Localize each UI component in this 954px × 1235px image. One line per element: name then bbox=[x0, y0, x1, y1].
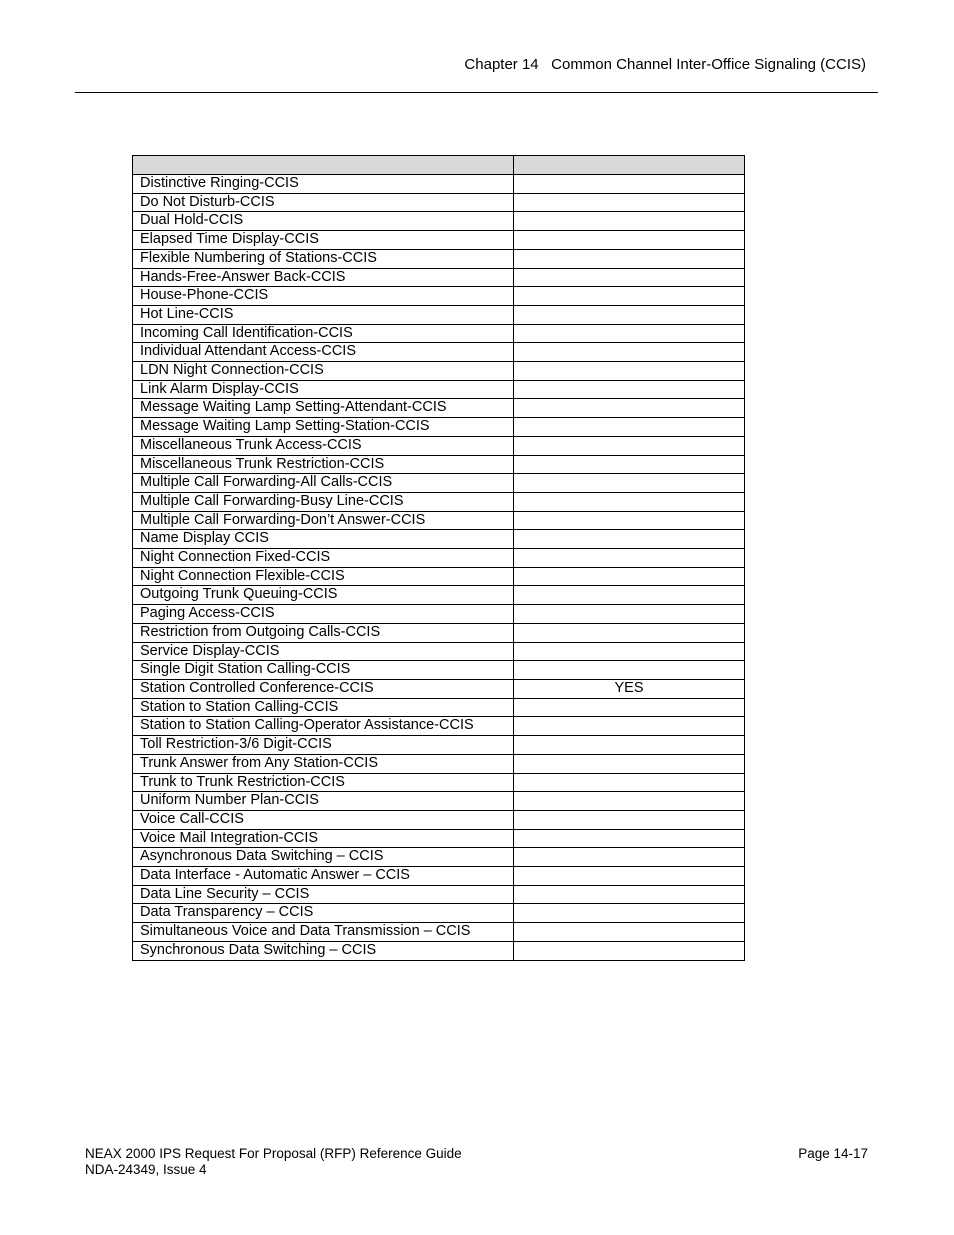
feature-name-cell: Station Controlled Conference-CCIS bbox=[133, 679, 514, 698]
table-row bbox=[133, 885, 745, 904]
table-row bbox=[133, 792, 745, 811]
feature-name-cell: Incoming Call Identification-CCIS bbox=[133, 324, 514, 343]
feature-name-cell: Single Digit Station Calling-CCIS bbox=[133, 661, 514, 680]
feature-name-cell: Name Display CCIS bbox=[133, 530, 514, 549]
table-row bbox=[133, 698, 745, 717]
feature-name-cell: Do Not Disturb-CCIS bbox=[133, 193, 514, 212]
feature-name-cell: Miscellaneous Trunk Restriction-CCIS bbox=[133, 455, 514, 474]
feature-value-cell bbox=[514, 343, 745, 362]
feature-value-cell bbox=[514, 436, 745, 455]
table-body bbox=[133, 175, 745, 961]
feature-value-cell bbox=[514, 324, 745, 343]
table-row bbox=[133, 867, 745, 886]
feature-value-cell bbox=[514, 941, 745, 960]
feature-name-cell: Message Waiting Lamp Setting-Attendant-CCIS bbox=[133, 399, 514, 418]
column-header-value bbox=[514, 156, 745, 175]
table-row bbox=[133, 642, 745, 661]
feature-name-cell: Miscellaneous Trunk Access-CCIS bbox=[133, 436, 514, 455]
table-row bbox=[133, 399, 745, 418]
table-row bbox=[133, 567, 745, 586]
feature-name-cell: Night Connection Fixed-CCIS bbox=[133, 549, 514, 568]
table-row bbox=[133, 848, 745, 867]
footer-page-number: Page 14-17 bbox=[798, 1146, 868, 1161]
feature-value-cell bbox=[514, 605, 745, 624]
feature-name-cell: Data Transparency – CCIS bbox=[133, 904, 514, 923]
feature-name-cell: Synchronous Data Switching – CCIS bbox=[133, 941, 514, 960]
table-row bbox=[133, 324, 745, 343]
table-row bbox=[133, 231, 745, 250]
feature-value-cell bbox=[514, 268, 745, 287]
table-row bbox=[133, 362, 745, 381]
feature-value-cell bbox=[514, 455, 745, 474]
feature-value-cell bbox=[514, 380, 745, 399]
feature-name-cell: Service Display-CCIS bbox=[133, 642, 514, 661]
table-row bbox=[133, 586, 745, 605]
feature-value-cell bbox=[514, 736, 745, 755]
feature-value-cell bbox=[514, 754, 745, 773]
feature-name-cell: Message Waiting Lamp Setting-Station-CCIS bbox=[133, 418, 514, 437]
feature-name-cell: Restriction from Outgoing Calls-CCIS bbox=[133, 623, 514, 642]
feature-value-cell bbox=[514, 212, 745, 231]
column-header-feature bbox=[133, 156, 514, 175]
table-row bbox=[133, 511, 745, 530]
feature-name-cell: Uniform Number Plan-CCIS bbox=[133, 792, 514, 811]
table-row bbox=[133, 941, 745, 960]
feature-value-cell bbox=[514, 642, 745, 661]
table-row bbox=[133, 549, 745, 568]
feature-name-cell: Individual Attendant Access-CCIS bbox=[133, 343, 514, 362]
feature-value-cell bbox=[514, 305, 745, 324]
feature-value-cell bbox=[514, 867, 745, 886]
table-row bbox=[133, 287, 745, 306]
footer-doc-id: NDA-24349, Issue 4 bbox=[85, 1162, 207, 1177]
table-row bbox=[133, 343, 745, 362]
table-row bbox=[133, 418, 745, 437]
footer-left bbox=[85, 1146, 462, 1178]
feature-name-cell: Hands-Free-Answer Back-CCIS bbox=[133, 268, 514, 287]
table-row bbox=[133, 661, 745, 680]
table-row bbox=[133, 268, 745, 287]
feature-name-cell: Flexible Numbering of Stations-CCIS bbox=[133, 249, 514, 268]
feature-value-cell bbox=[514, 698, 745, 717]
feature-value-cell: YES bbox=[514, 679, 745, 698]
table-row bbox=[133, 773, 745, 792]
feature-name-cell: LDN Night Connection-CCIS bbox=[133, 362, 514, 381]
feature-name-cell: Voice Mail Integration-CCIS bbox=[133, 829, 514, 848]
table-header-row bbox=[133, 156, 745, 175]
feature-value-cell bbox=[514, 586, 745, 605]
feature-table bbox=[132, 155, 745, 961]
feature-value-cell bbox=[514, 885, 745, 904]
feature-value-cell bbox=[514, 511, 745, 530]
feature-value-cell bbox=[514, 249, 745, 268]
feature-value-cell bbox=[514, 848, 745, 867]
table-row bbox=[133, 679, 745, 698]
table-row bbox=[133, 810, 745, 829]
feature-value-cell bbox=[514, 549, 745, 568]
feature-value-cell bbox=[514, 923, 745, 942]
feature-value-cell bbox=[514, 175, 745, 194]
feature-name-cell: Simultaneous Voice and Data Transmission – CCIS bbox=[133, 923, 514, 942]
feature-name-cell: Asynchronous Data Switching – CCIS bbox=[133, 848, 514, 867]
feature-name-cell: Elapsed Time Display-CCIS bbox=[133, 231, 514, 250]
chapter-title: Chapter 14 Common Channel Inter-Office Signaling (CCIS) bbox=[464, 56, 866, 73]
header-divider bbox=[75, 92, 878, 93]
feature-value-cell bbox=[514, 904, 745, 923]
feature-value-cell bbox=[514, 792, 745, 811]
table-row bbox=[133, 829, 745, 848]
feature-value-cell bbox=[514, 829, 745, 848]
footer-doc-title: NEAX 2000 IPS Request For Proposal (RFP) Reference Guide bbox=[85, 1146, 462, 1161]
table-row bbox=[133, 623, 745, 642]
feature-value-cell bbox=[514, 287, 745, 306]
table-row bbox=[133, 923, 745, 942]
feature-value-cell bbox=[514, 717, 745, 736]
feature-value-cell bbox=[514, 231, 745, 250]
feature-name-cell: Link Alarm Display-CCIS bbox=[133, 380, 514, 399]
feature-name-cell: Data Line Security – CCIS bbox=[133, 885, 514, 904]
table-row bbox=[133, 212, 745, 231]
feature-value-cell bbox=[514, 623, 745, 642]
feature-value-cell bbox=[514, 362, 745, 381]
feature-name-cell: Distinctive Ringing-CCIS bbox=[133, 175, 514, 194]
feature-name-cell: Toll Restriction-3/6 Digit-CCIS bbox=[133, 736, 514, 755]
feature-name-cell: Station to Station Calling-CCIS bbox=[133, 698, 514, 717]
table-row bbox=[133, 717, 745, 736]
feature-name-cell: Paging Access-CCIS bbox=[133, 605, 514, 624]
feature-value-cell bbox=[514, 530, 745, 549]
feature-value-cell bbox=[514, 474, 745, 493]
table-row bbox=[133, 754, 745, 773]
feature-name-cell: Multiple Call Forwarding-Don’t Answer-CCIS bbox=[133, 511, 514, 530]
table-row bbox=[133, 455, 745, 474]
table-row bbox=[133, 305, 745, 324]
table-row bbox=[133, 249, 745, 268]
feature-name-cell: Multiple Call Forwarding-All Calls-CCIS bbox=[133, 474, 514, 493]
table-row bbox=[133, 380, 745, 399]
table-row bbox=[133, 605, 745, 624]
feature-name-cell: Night Connection Flexible-CCIS bbox=[133, 567, 514, 586]
feature-value-cell bbox=[514, 567, 745, 586]
feature-value-cell bbox=[514, 773, 745, 792]
feature-value-cell bbox=[514, 399, 745, 418]
feature-name-cell: Multiple Call Forwarding-Busy Line-CCIS bbox=[133, 492, 514, 511]
table-row bbox=[133, 193, 745, 212]
feature-value-cell bbox=[514, 810, 745, 829]
feature-name-cell: Outgoing Trunk Queuing-CCIS bbox=[133, 586, 514, 605]
table-row bbox=[133, 175, 745, 194]
feature-name-cell: Voice Call-CCIS bbox=[133, 810, 514, 829]
table-row bbox=[133, 904, 745, 923]
feature-name-cell: Trunk to Trunk Restriction-CCIS bbox=[133, 773, 514, 792]
table-row bbox=[133, 436, 745, 455]
feature-value-cell bbox=[514, 418, 745, 437]
feature-name-cell: House-Phone-CCIS bbox=[133, 287, 514, 306]
feature-name-cell: Trunk Answer from Any Station-CCIS bbox=[133, 754, 514, 773]
table-row bbox=[133, 530, 745, 549]
table-row bbox=[133, 474, 745, 493]
feature-name-cell: Data Interface - Automatic Answer – CCIS bbox=[133, 867, 514, 886]
table-row bbox=[133, 492, 745, 511]
table-row bbox=[133, 736, 745, 755]
feature-value-cell bbox=[514, 661, 745, 680]
feature-value-cell bbox=[514, 193, 745, 212]
feature-value-cell bbox=[514, 492, 745, 511]
feature-name-cell: Station to Station Calling-Operator Assistance-CCIS bbox=[133, 717, 514, 736]
feature-name-cell: Dual Hold-CCIS bbox=[133, 212, 514, 231]
feature-name-cell: Hot Line-CCIS bbox=[133, 305, 514, 324]
